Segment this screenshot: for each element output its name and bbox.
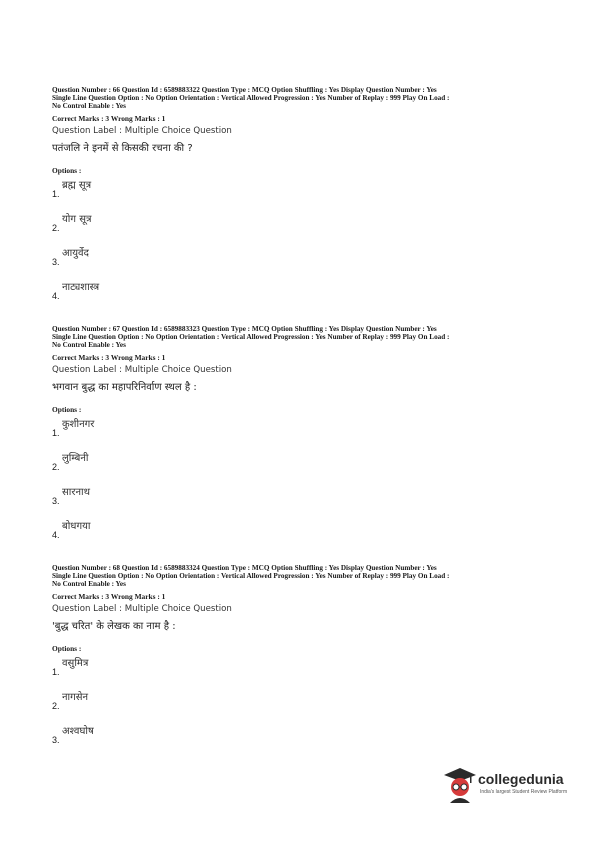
question-meta: [52, 325, 552, 350]
option-number: 1.: [52, 427, 60, 438]
brand-name: collegedunia: [478, 771, 564, 787]
option-text: आयुर्वेद: [62, 247, 89, 259]
meta-line: Question Number : 67 Question Id : 6589883323 Question Type : MCQ Option Shuffling : Yes Display Question Number : Yes: [52, 325, 437, 333]
option-item: [52, 277, 552, 311]
question-block-66: [52, 86, 552, 311]
option-item: [52, 414, 552, 448]
question-text: 'बुद्ध चरित' के लेखक का नाम है :: [52, 620, 176, 632]
option-number: 2.: [52, 461, 60, 472]
option-item: [52, 516, 552, 550]
option-text: योग सूत्र: [62, 213, 92, 225]
option-item: [52, 243, 552, 277]
option-text: नागसेन: [62, 691, 89, 703]
option-number: 3.: [52, 256, 60, 267]
option-number: 3.: [52, 734, 60, 745]
option-item: [52, 687, 552, 721]
option-text: लुम्बिनी: [62, 452, 89, 464]
option-number: 4.: [52, 529, 60, 540]
option-item: [52, 721, 552, 755]
option-number: 2.: [52, 700, 60, 711]
meta-line: Single Line Question Option : No Option Orientation : Vertical Allowed Progression : Yes Number of Replay : 999 Play On Load :: [52, 572, 450, 581]
option-text: कुशीनगर: [62, 418, 95, 430]
options-title: Options :: [52, 165, 82, 175]
question-label: Question Label : Multiple Choice Question: [52, 125, 232, 136]
option-text: वसुमित्र: [62, 657, 89, 669]
marks-line: Correct Marks : 3 Wrong Marks : 1: [52, 591, 166, 601]
option-item: [52, 209, 552, 243]
option-item: [52, 482, 552, 516]
meta-line: No Control Enable : Yes: [52, 580, 126, 589]
option-text: सारनाथ: [62, 486, 90, 498]
meta-line: Question Number : 68 Question Id : 6589883324 Question Type : MCQ Option Shuffling : Yes Display Question Number : Yes: [52, 564, 437, 572]
option-number: 1.: [52, 666, 60, 677]
question-block-67: [52, 325, 552, 550]
option-number: 1.: [52, 188, 60, 199]
question-meta: [52, 86, 552, 111]
question-label: Question Label : Multiple Choice Question: [52, 603, 232, 614]
option-text: बोधगया: [62, 520, 91, 532]
option-number: 4.: [52, 290, 60, 301]
meta-line: No Control Enable : Yes: [52, 341, 126, 350]
option-number: 3.: [52, 495, 60, 506]
question-meta: [52, 564, 552, 589]
option-item: [52, 448, 552, 482]
marks-line: Correct Marks : 3 Wrong Marks : 1: [52, 113, 166, 123]
brand-tagline: India's largest Student Review Platform: [480, 789, 568, 795]
meta-line: No Control Enable : Yes: [52, 102, 126, 111]
meta-line: Question Number : 66 Question Id : 6589883322 Question Type : MCQ Option Shuffling : Yes Display Question Number : Yes: [52, 86, 437, 94]
option-text: नाट्यशास्त्र: [62, 281, 100, 293]
question-label: Question Label : Multiple Choice Question: [52, 364, 232, 375]
meta-line: Single Line Question Option : No Option Orientation : Vertical Allowed Progression : Yes Number of Replay : 999 Play On Load :: [52, 94, 450, 103]
options-title: Options :: [52, 643, 82, 653]
question-block-68: [52, 564, 552, 755]
question-text: भगवान बुद्ध का महापरिनिर्वाण स्थल है :: [52, 381, 197, 393]
question-text: पतंजलि ने इनमें से किसकी रचना की ?: [52, 142, 193, 154]
marks-line: Correct Marks : 3 Wrong Marks : 1: [52, 352, 166, 362]
option-item: [52, 175, 552, 209]
option-text: ब्रह्म सूत्र: [62, 179, 92, 191]
options-title: Options :: [52, 404, 82, 414]
option-number: 2.: [52, 222, 60, 233]
meta-line: Single Line Question Option : No Option Orientation : Vertical Allowed Progression : Yes Number of Replay : 999 Play On Load :: [52, 333, 450, 342]
option-text: अश्वघोष: [62, 725, 94, 737]
option-item: [52, 653, 552, 687]
